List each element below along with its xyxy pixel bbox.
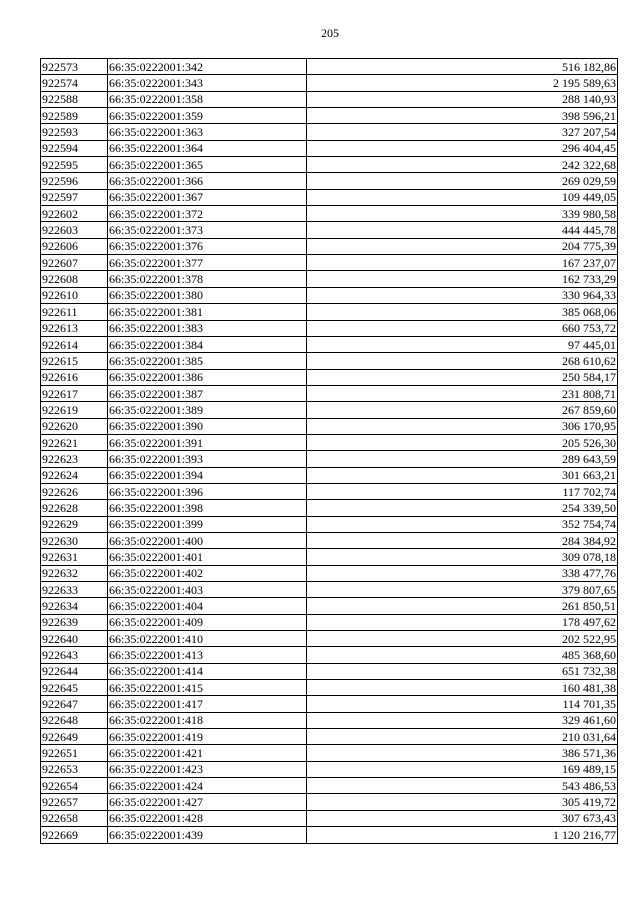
table-row <box>41 75 618 91</box>
cadastral-value-cell: 267 859,60 <box>307 402 618 418</box>
cadastral-number-cell: 66:35:0222001:366 <box>108 173 307 189</box>
cadastral-value-cell: 169 489,15 <box>307 761 618 777</box>
cadastral-value-cell: 338 477,76 <box>307 565 618 581</box>
cadastral-number-cell: 66:35:0222001:399 <box>108 516 307 532</box>
table-row <box>41 680 618 696</box>
table-row <box>41 549 618 565</box>
object-id-cell: 922617 <box>41 385 108 401</box>
cadastral-number-cell: 66:35:0222001:343 <box>108 75 307 91</box>
cadastral-value-cell: 379 807,65 <box>307 582 618 598</box>
object-id-cell: 922634 <box>41 598 108 614</box>
cadastral-value-cell: 204 775,39 <box>307 238 618 254</box>
object-id-cell: 922654 <box>41 778 108 794</box>
cadastral-value-cell: 305 419,72 <box>307 794 618 810</box>
object-id-cell: 922651 <box>41 745 108 761</box>
cadastral-number-cell: 66:35:0222001:376 <box>108 238 307 254</box>
object-id-cell: 922589 <box>41 108 108 124</box>
object-id-cell: 922574 <box>41 75 108 91</box>
table-row <box>41 532 618 548</box>
cadastral-number-cell: 66:35:0222001:421 <box>108 745 307 761</box>
table-row <box>41 140 618 156</box>
cadastral-value-cell: 329 461,60 <box>307 712 618 728</box>
cadastral-number-cell: 66:35:0222001:418 <box>108 712 307 728</box>
cadastral-value-cell: 330 964,33 <box>307 287 618 303</box>
table-row <box>41 222 618 238</box>
cadastral-value-cell: 284 384,92 <box>307 532 618 548</box>
cadastral-number-cell: 66:35:0222001:428 <box>108 810 307 826</box>
cadastral-number-cell: 66:35:0222001:384 <box>108 336 307 352</box>
cadastral-number-cell: 66:35:0222001:387 <box>108 385 307 401</box>
cadastral-number-cell: 66:35:0222001:419 <box>108 729 307 745</box>
cadastral-value-cell: 205 526,30 <box>307 434 618 450</box>
cadastral-value-cell: 327 207,54 <box>307 124 618 140</box>
table-row <box>41 516 618 532</box>
cadastral-value-cell: 651 732,38 <box>307 663 618 679</box>
object-id-cell: 922607 <box>41 255 108 271</box>
object-id-cell: 922610 <box>41 287 108 303</box>
object-id-cell: 922628 <box>41 500 108 516</box>
cadastral-value-cell: 250 584,17 <box>307 369 618 385</box>
cadastral-value-cell: 485 368,60 <box>307 647 618 663</box>
object-id-cell: 922619 <box>41 402 108 418</box>
cadastral-number-cell: 66:35:0222001:404 <box>108 598 307 614</box>
table-row <box>41 712 618 728</box>
cadastral-number-cell: 66:35:0222001:423 <box>108 761 307 777</box>
cadastral-value-cell: 309 078,18 <box>307 549 618 565</box>
cadastral-value-cell: 306 170,95 <box>307 418 618 434</box>
cadastral-value-cell: 242 322,68 <box>307 157 618 173</box>
cadastral-value-cell: 296 404,45 <box>307 140 618 156</box>
object-id-cell: 922603 <box>41 222 108 238</box>
cadastral-number-cell: 66:35:0222001:389 <box>108 402 307 418</box>
object-id-cell: 922620 <box>41 418 108 434</box>
cadastral-value-cell: 202 522,95 <box>307 631 618 647</box>
cadastral-value-cell: 516 182,86 <box>307 59 618 75</box>
cadastral-number-cell: 66:35:0222001:403 <box>108 582 307 598</box>
cadastral-value-cell: 167 237,07 <box>307 255 618 271</box>
cadastral-number-cell: 66:35:0222001:400 <box>108 532 307 548</box>
table-row <box>41 434 618 450</box>
cadastral-number-cell: 66:35:0222001:414 <box>108 663 307 679</box>
object-id-cell: 922649 <box>41 729 108 745</box>
table-body <box>41 59 618 844</box>
cadastral-value-cell: 288 140,93 <box>307 91 618 107</box>
cadastral-number-cell: 66:35:0222001:377 <box>108 255 307 271</box>
cadastral-value-table <box>40 58 618 844</box>
cadastral-number-cell: 66:35:0222001:394 <box>108 467 307 483</box>
object-id-cell: 922614 <box>41 336 108 352</box>
table-row <box>41 59 618 75</box>
cadastral-number-cell: 66:35:0222001:378 <box>108 271 307 287</box>
table-row <box>41 631 618 647</box>
object-id-cell: 922631 <box>41 549 108 565</box>
table-row <box>41 761 618 777</box>
object-id-cell: 922648 <box>41 712 108 728</box>
object-id-cell: 922623 <box>41 451 108 467</box>
cadastral-value-cell: 178 497,62 <box>307 614 618 630</box>
page-number: 205 <box>321 26 339 40</box>
table-row <box>41 565 618 581</box>
table-row <box>41 336 618 352</box>
object-id-cell: 922632 <box>41 565 108 581</box>
cadastral-number-cell: 66:35:0222001:439 <box>108 827 307 843</box>
table-row <box>41 451 618 467</box>
table-row <box>41 598 618 614</box>
cadastral-number-cell: 66:35:0222001:386 <box>108 369 307 385</box>
table-row <box>41 91 618 107</box>
cadastral-value-cell: 117 702,74 <box>307 483 618 499</box>
cadastral-value-cell: 97 445,01 <box>307 336 618 352</box>
object-id-cell: 922602 <box>41 206 108 222</box>
cadastral-number-cell: 66:35:0222001:383 <box>108 320 307 336</box>
cadastral-value-cell: 231 808,71 <box>307 385 618 401</box>
cadastral-value-cell: 352 754,74 <box>307 516 618 532</box>
table-row <box>41 745 618 761</box>
object-id-cell: 922594 <box>41 140 108 156</box>
object-id-cell: 922640 <box>41 631 108 647</box>
cadastral-number-cell: 66:35:0222001:393 <box>108 451 307 467</box>
object-id-cell: 922643 <box>41 647 108 663</box>
table-row <box>41 810 618 826</box>
table-row <box>41 483 618 499</box>
cadastral-value-cell: 2 195 589,63 <box>307 75 618 91</box>
cadastral-value-cell: 386 571,36 <box>307 745 618 761</box>
table-row <box>41 696 618 712</box>
object-id-cell: 922593 <box>41 124 108 140</box>
cadastral-number-cell: 66:35:0222001:424 <box>108 778 307 794</box>
object-id-cell: 922611 <box>41 304 108 320</box>
cadastral-number-cell: 66:35:0222001:380 <box>108 287 307 303</box>
cadastral-number-cell: 66:35:0222001:410 <box>108 631 307 647</box>
cadastral-number-cell: 66:35:0222001:373 <box>108 222 307 238</box>
cadastral-value-cell: 114 701,35 <box>307 696 618 712</box>
object-id-cell: 922653 <box>41 761 108 777</box>
cadastral-value-cell: 1 120 216,77 <box>307 827 618 843</box>
cadastral-number-cell: 66:35:0222001:365 <box>108 157 307 173</box>
cadastral-value-cell: 301 663,21 <box>307 467 618 483</box>
table-row <box>41 353 618 369</box>
cadastral-number-cell: 66:35:0222001:391 <box>108 434 307 450</box>
object-id-cell: 922595 <box>41 157 108 173</box>
cadastral-value-cell: 339 980,58 <box>307 206 618 222</box>
cadastral-number-cell: 66:35:0222001:385 <box>108 353 307 369</box>
cadastral-number-cell: 66:35:0222001:342 <box>108 59 307 75</box>
cadastral-number-cell: 66:35:0222001:396 <box>108 483 307 499</box>
cadastral-value-cell: 543 486,53 <box>307 778 618 794</box>
cadastral-value-cell: 210 031,64 <box>307 729 618 745</box>
table-row <box>41 189 618 205</box>
cadastral-number-cell: 66:35:0222001:363 <box>108 124 307 140</box>
table-row <box>41 206 618 222</box>
object-id-cell: 922633 <box>41 582 108 598</box>
object-id-cell: 922596 <box>41 173 108 189</box>
table-row <box>41 582 618 598</box>
cadastral-value-cell: 109 449,05 <box>307 189 618 205</box>
table-row <box>41 287 618 303</box>
object-id-cell: 922613 <box>41 320 108 336</box>
cadastral-number-cell: 66:35:0222001:402 <box>108 565 307 581</box>
cadastral-number-cell: 66:35:0222001:415 <box>108 680 307 696</box>
object-id-cell: 922597 <box>41 189 108 205</box>
cadastral-number-cell: 66:35:0222001:401 <box>108 549 307 565</box>
cadastral-value-cell: 268 610,62 <box>307 353 618 369</box>
cadastral-value-cell: 269 029,59 <box>307 173 618 189</box>
object-id-cell: 922615 <box>41 353 108 369</box>
object-id-cell: 922606 <box>41 238 108 254</box>
object-id-cell: 922621 <box>41 434 108 450</box>
table-row <box>41 729 618 745</box>
table-row <box>41 614 618 630</box>
cadastral-number-cell: 66:35:0222001:417 <box>108 696 307 712</box>
cadastral-value-cell: 289 643,59 <box>307 451 618 467</box>
cadastral-value-cell: 254 339,50 <box>307 500 618 516</box>
table-row <box>41 418 618 434</box>
object-id-cell: 922626 <box>41 483 108 499</box>
table-row <box>41 304 618 320</box>
object-id-cell: 922645 <box>41 680 108 696</box>
table-row <box>41 385 618 401</box>
table-row <box>41 157 618 173</box>
object-id-cell: 922630 <box>41 532 108 548</box>
cadastral-number-cell: 66:35:0222001:398 <box>108 500 307 516</box>
object-id-cell: 922669 <box>41 827 108 843</box>
table-row <box>41 647 618 663</box>
cadastral-number-cell: 66:35:0222001:409 <box>108 614 307 630</box>
cadastral-value-cell: 162 733,29 <box>307 271 618 287</box>
cadastral-number-cell: 66:35:0222001:413 <box>108 647 307 663</box>
table-row <box>41 663 618 679</box>
object-id-cell: 922639 <box>41 614 108 630</box>
cadastral-value-cell: 307 673,43 <box>307 810 618 826</box>
object-id-cell: 922629 <box>41 516 108 532</box>
cadastral-number-cell: 66:35:0222001:372 <box>108 206 307 222</box>
table-row <box>41 794 618 810</box>
object-id-cell: 922647 <box>41 696 108 712</box>
table-row <box>41 320 618 336</box>
cadastral-value-cell: 160 481,38 <box>307 680 618 696</box>
table-row <box>41 108 618 124</box>
object-id-cell: 922616 <box>41 369 108 385</box>
object-id-cell: 922624 <box>41 467 108 483</box>
table-row <box>41 369 618 385</box>
cadastral-value-cell: 660 753,72 <box>307 320 618 336</box>
object-id-cell: 922657 <box>41 794 108 810</box>
cadastral-number-cell: 66:35:0222001:364 <box>108 140 307 156</box>
object-id-cell: 922658 <box>41 810 108 826</box>
table-row <box>41 124 618 140</box>
table-row <box>41 402 618 418</box>
object-id-cell: 922608 <box>41 271 108 287</box>
cadastral-number-cell: 66:35:0222001:381 <box>108 304 307 320</box>
cadastral-value-cell: 398 596,21 <box>307 108 618 124</box>
cadastral-number-cell: 66:35:0222001:390 <box>108 418 307 434</box>
cadastral-number-cell: 66:35:0222001:367 <box>108 189 307 205</box>
cadastral-number-cell: 66:35:0222001:427 <box>108 794 307 810</box>
table-row <box>41 827 618 843</box>
cadastral-value-cell: 385 068,06 <box>307 304 618 320</box>
object-id-cell: 922573 <box>41 59 108 75</box>
table-row <box>41 500 618 516</box>
table-row <box>41 467 618 483</box>
cadastral-value-cell: 261 850,51 <box>307 598 618 614</box>
table-row <box>41 778 618 794</box>
cadastral-value-cell: 444 445,78 <box>307 222 618 238</box>
table-row <box>41 238 618 254</box>
table-row <box>41 255 618 271</box>
table-row <box>41 271 618 287</box>
object-id-cell: 922588 <box>41 91 108 107</box>
object-id-cell: 922644 <box>41 663 108 679</box>
cadastral-number-cell: 66:35:0222001:358 <box>108 91 307 107</box>
cadastral-number-cell: 66:35:0222001:359 <box>108 108 307 124</box>
table-row <box>41 173 618 189</box>
